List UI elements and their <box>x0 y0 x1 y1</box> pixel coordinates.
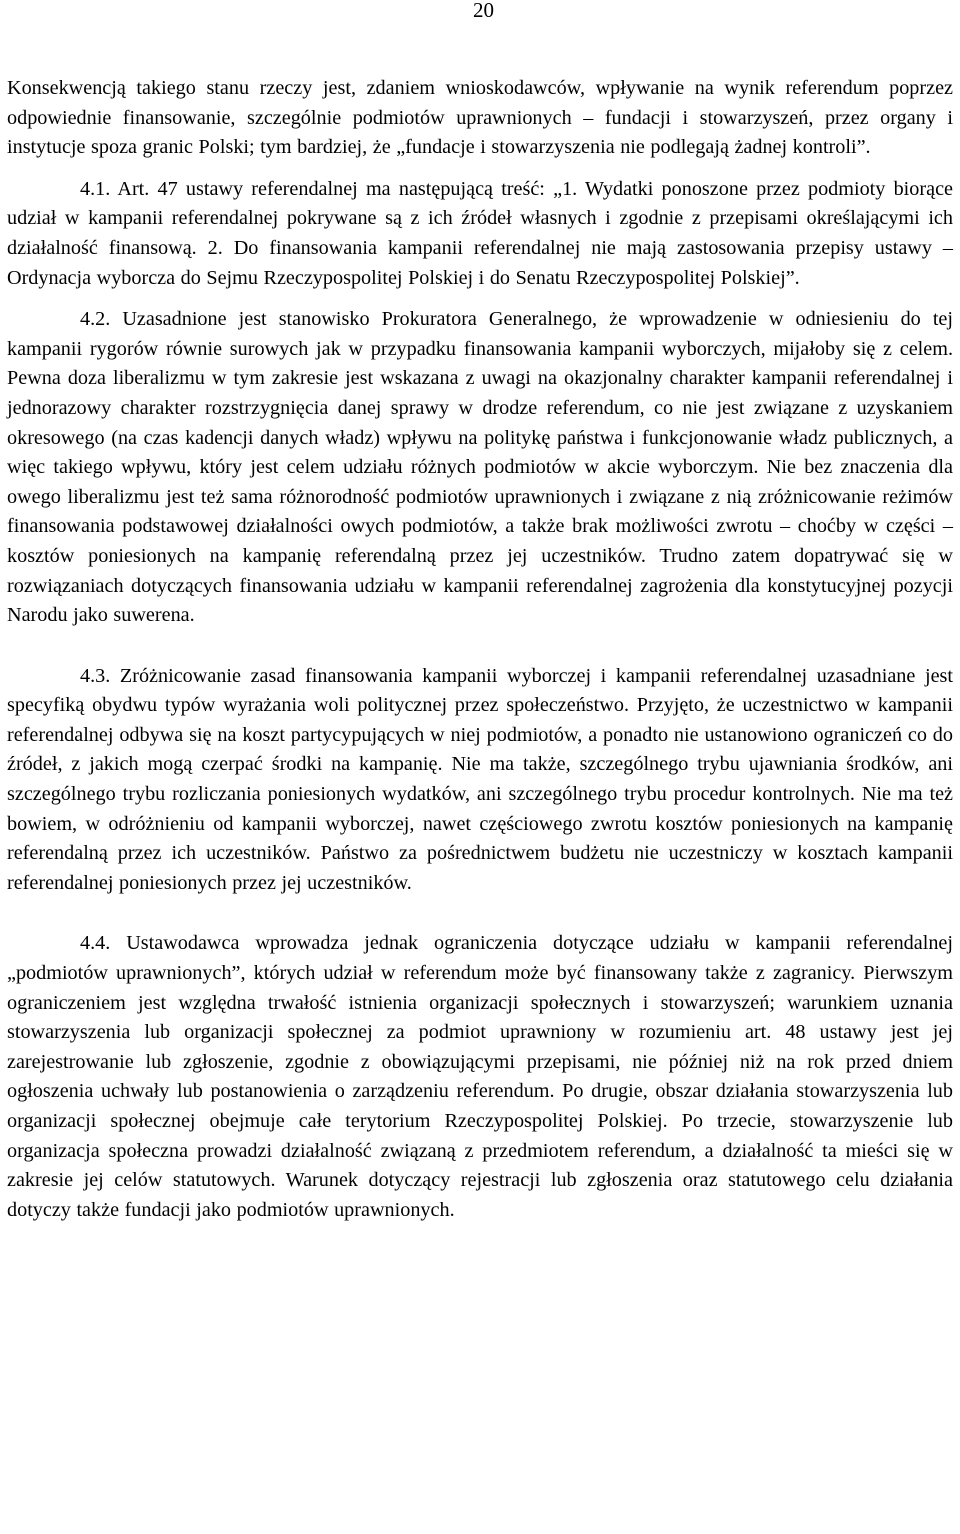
page-number: 20 <box>473 0 494 22</box>
paragraph-spacer <box>7 898 953 929</box>
paragraph-4-4: 4.4. Ustawodawca wprowadza jednak ograniczenia dotyczące udziału w kampanii referendalnej „podmiotów uprawnionych”, których udział w referendum może być finansowany także z zagranicy. Pierwszym ograniczeniem jest względna trwałość istnienia organizacji społecznych i stowarzyszeń; warunkiem uznania stowarzyszenia lub organizacji społecznej za podmiot uprawniony w rozumieniu art. 48 ustawy jest jej zarejestrowanie lub zgłoszenie, zgodnie z obowiązującymi przepisami, nie później niż na rok przed dniem ogłoszenia uchwały lub postanowienia o zarządzeniu referendum. Po drugie, obszar działania stowarzyszenia lub organizacji społecznej obejmuje całe terytorium Rzeczypospolitej Polskiej. Po trzecie, stowarzyszenie lub organizacja społeczna prowadzi działalność związaną z przedmiotem referendum, a działalność ta mieści się w zakresie jej celów statutowych. Warunek dotyczący rejestracji lub zgłoszenia oraz statutowego celu działania dotyczy także fundacji jako podmiotów uprawnionych. <box>7 932 953 1221</box>
paragraph-4-2: 4.2. Uzasadnione jest stanowisko Prokuratora Generalnego, że wprowadzenie w odniesieniu do tej kampanii rygorów równie surowych jak w przypadku finansowania kampanii wyborczych, mijałoby się z celem. Pewna doza liberalizmu w tym zakresie jest wskazana z uwagi na okazjonalny charakter kampanii referendalnej i jednorazowy charakter rozstrzygnięcia danej sprawy w drodze referendum, co nie jest związane z uzyskaniem okresowego (na czas kadencji danych władz) wpływu na politykę państwa i funkcjonowanie władz publicznych, a więc takiego wpływu, który jest celem udziału różnych podmiotów w akcie wyborczym. Nie bez znaczenia dla owego liberalizmu jest też sama różnorodność podmiotów uprawnionych i związane z nią zróżnicowanie reżimów finansowania podstawowej działalności owych podmiotów, a także brak możliwości zwrotu – choćby w części – kosztów poniesionych na kampanię referendalną przez jej uczestników. Trudno zatem dopatrywać się w rozwiązaniach dotyczących finansowania udziału w kampanii referendalnej zagrożenia dla konstytucyjnej pozycji Narodu jako suwerena. <box>7 308 953 627</box>
paragraph-4-3: 4.3. Zróżnicowanie zasad finansowania kampanii wyborczej i kampanii referendalnej uzasadniane jest specyfiką obydwu typów wyrażania woli politycznej przez społeczeństwo. Przyjęto, że uczestnictwo w kampanii referendalnej odbywa się na koszt partycypujących w niej podmiotów, a ponadto nie ustanowiono ograniczeń co do źródeł, z jakich mogą czerpać środki na kampanię. Nie ma także, szczególnego trybu ujawniania środków, ani szczególnego trybu rozliczania poniesionych wydatków, ani szczególnego trybu procedur kontrolnych. Nie ma też bowiem, w odróżnieniu od kampanii wyborczej, nawet częściowego zwrotu kosztów poniesionych na kampanię referendalną przez ich uczestników. Państwo za pośrednictwem budżetu nie uczestniczy w kosztach kampanii referendalnej poniesionych przez jej uczestników. <box>7 664 953 894</box>
paragraph-spacer <box>7 631 953 662</box>
paragraph-4-1: 4.1. Art. 47 ustawy referendalnej ma następującą treść: „1. Wydatki ponoszone przez podmioty biorące udział w kampanii referendalnej pokrywane są z ich źródeł własnych i zgodnie z przepisami określającymi ich działalność finansową. 2. Do finansowania kampanii referendalnej nie mają zastosowania przepisy ustawy – Ordynacja wyborcza do Sejmu Rzeczypospolitej Polskiej i do Senatu Rzeczypospolitej Polskiej”. <box>7 177 953 289</box>
paragraph-intro: Konsekwencją takiego stanu rzeczy jest, zdaniem wnioskodawców, wpływanie na wynik referendum poprzez odpowiednie finansowanie, szczególnie podmiotów uprawnionych – fundacji i stowarzyszeń, przez organy i instytucje spoza granic Polski; tym bardziej, że „fundacje i stowarzyszenia nie podlegają żadnej kontroli”. <box>7 77 953 159</box>
document-body <box>7 74 953 1225</box>
paragraph-spacer <box>7 293 953 305</box>
paragraph-spacer <box>7 163 953 175</box>
